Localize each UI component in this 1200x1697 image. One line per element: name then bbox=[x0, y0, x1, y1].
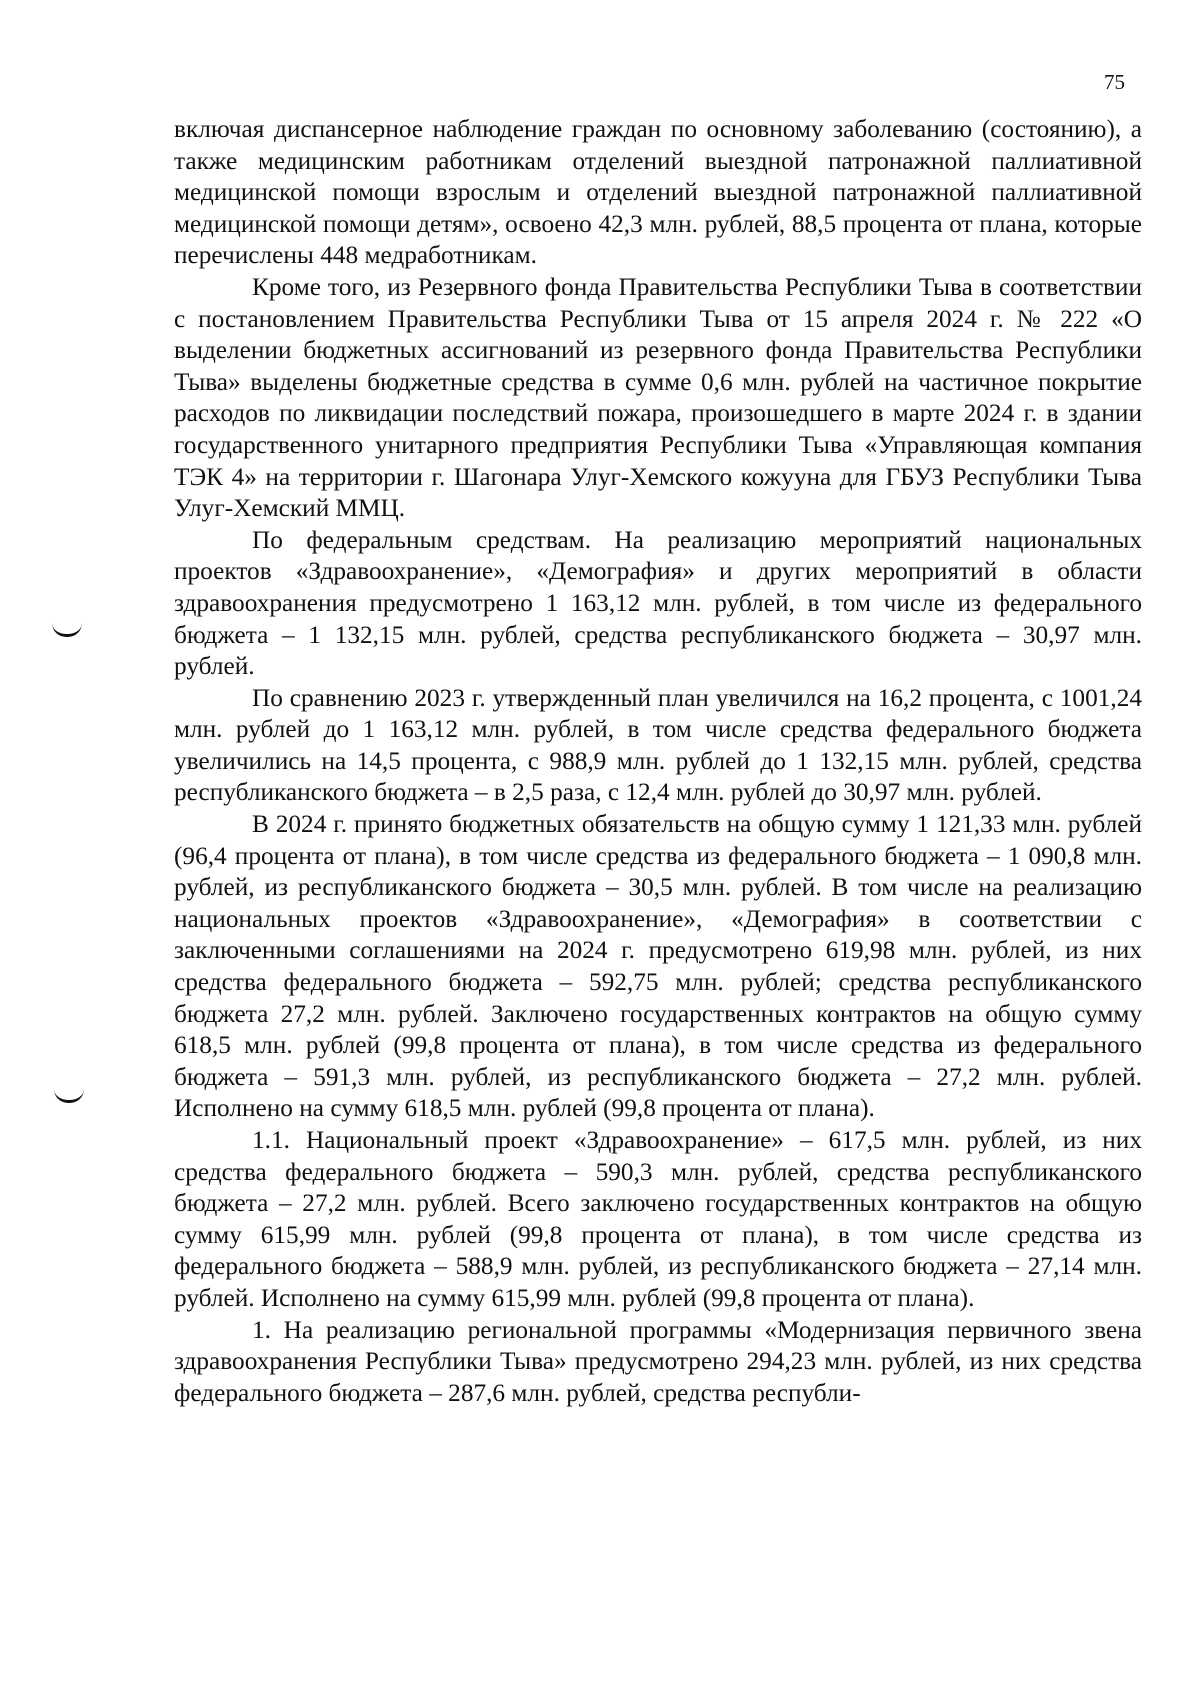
scan-mark bbox=[52, 620, 82, 637]
page-number: 75 bbox=[1104, 70, 1125, 94]
paragraph-obligations-2024: В 2024 г. принято бюджетных обязательств на общую сумму 1 121,33 млн. рублей (96,4 процента от плана), в том числе средства из федерального бюджета – 1 090,8 млн. рублей, из республиканского бюджета – 30,5 млн. рублей. В том числе на реализацию национальных проектов «Здравоохранение», «Демография» в соответствии с заключенными соглашениями на 2024 г. предусмотрено 619,98 млн. рублей, из них средства федерального бюджета – 592,75 млн. рублей; средства республиканского бюджета 27,2 млн. рублей. Заключено государственных контрактов на общую сумму 618,5 млн. рублей (99,8 процента от плана), в том числе средства из федерального бюджета – 591,3 млн. рублей, из республиканского бюджета – 27,2 млн. рублей. Исполнено на сумму 618,5 млн. рублей (99,8 процента от плана). bbox=[174, 810, 1142, 1123]
paragraph-national-project-healthcare: 1.1. Национальный проект «Здравоохранение» – 617,5 млн. рублей, из них средства федерального бюджета – 590,3 млн. рублей, средства республиканского бюджета – 27,2 млн. рублей. Всего заключено государственных контрактов на общую сумму 615,99 млн. рублей (99,8 процента от плана), в том числе средства из федерального бюджета – 588,9 млн. рублей, из республиканского бюджета – 27,14 млн. рублей. Исполнено на сумму 615,99 млн. рублей (99,8 процента от плана). bbox=[174, 1126, 1142, 1312]
scan-mark bbox=[54, 1086, 84, 1103]
paragraph-continued: включая диспансерное наблюдение граждан по основному заболеванию (состоянию), а также медицинским работникам отделений выездной патронажной паллиативной медицинской помощи взрослым и отделений выездной патронажной паллиативной медицинской помощи детям», освоено 42,3 млн. рублей, 88,5 процента от плана, которые перечислены 448 медработникам. bbox=[174, 115, 1142, 270]
paragraph-reserve-fund: Кроме того, из Резервного фонда Правительства Республики Тыва в соответствии с постановлением Правительства Республики Тыва от 15 апреля 2024 г. № 222 «О выделении бюджетных ассигнований из резервного фонда Правительства Республики Тыва» выделены бюджетные средства в сумме 0,6 млн. рублей на частичное покрытие расходов по ликвидации последствий пожара, произошедшего в марте 2024 г. в здании государственного унитарного предприятия Республики Тыва «Управляющая компания ТЭК 4» на территории г. Шагонара Улуг-Хемского кожууна для ГБУЗ Республики Тыва Улуг-Хемский ММЦ. bbox=[174, 272, 1142, 523]
paragraph-federal-funds: По федеральным средствам. На реализацию мероприятий национальных проектов «Здравоохранение», «Демография» и других мероприятий в области здравоохранения предусмотрено 1 163,12 млн. рублей, в том числе из федерального бюджета – 1 132,15 млн. рублей, средства республиканского бюджета – 30,97 млн. рублей. bbox=[174, 525, 1142, 681]
document-body bbox=[174, 114, 1142, 1409]
paragraph-comparison-2023: По сравнению 2023 г. утвержденный план увеличился на 16,2 процента, с 1001,24 млн. рублей до 1 163,12 млн. рублей, в том числе средства федерального бюджета увеличились на 14,5 процента, с 988,9 млн. рублей до 1 132,15 млн. рублей, средства республиканского бюджета – в 2,5 раза, с 12,4 млн. рублей до 30,97 млн. рублей. bbox=[174, 683, 1142, 807]
paragraph-regional-program: 1. На реализацию региональной программы «Модернизация первичного звена здравоохранения Республики Тыва» предусмотрено 294,23 млн. рублей, из них средства федерального бюджета – 287,6 млн. рублей, средства республи- bbox=[174, 1315, 1142, 1407]
